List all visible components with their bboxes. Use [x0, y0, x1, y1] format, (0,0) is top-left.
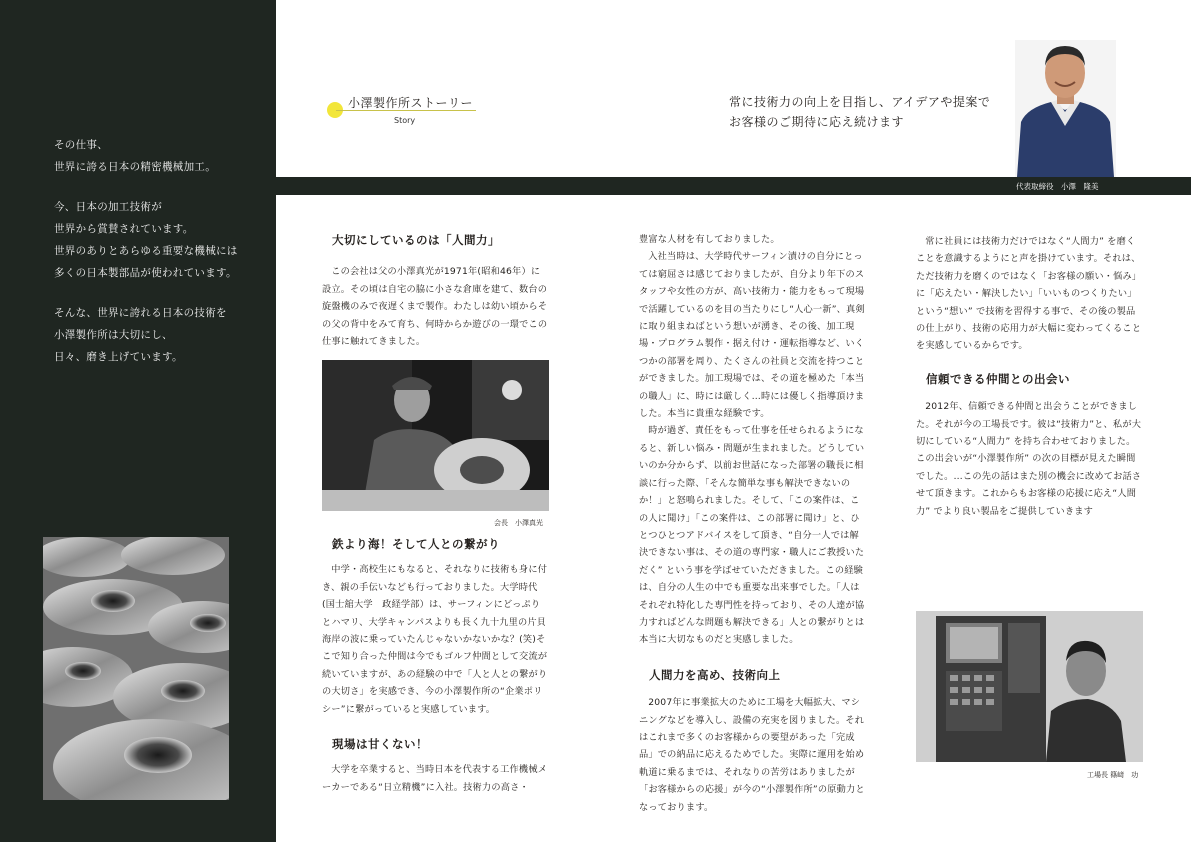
lead-copy: 常に技術力の向上を目指し、アイデアや提案で お客様のご期待に応え続けます	[729, 95, 991, 129]
paragraph: 2012年、信頼できる仲間と出会うことができました。それが今の工場長です。彼は“技術力”と、私が大切にしている“人間力” を持ち合わせておりました。この出会いが“小澤製作所” の次の目標が見えた瞬間でした。…この先の話はまた別の機会に改めてお話させて頂きます。これからもお客様の応援に応え“人間力” でより良い製品をご提供していきます	[916, 401, 1142, 517]
ceo-photo	[1015, 40, 1116, 177]
heading-sea-and-people: 鉄より海！そして人との繋がり	[332, 537, 500, 551]
factory-manager-photo	[916, 611, 1143, 762]
story-subtitle: Story	[394, 116, 416, 125]
paragraph: 豊富な人材を有しておりました。	[639, 234, 780, 245]
factory-manager-caption: 工場長 篠﨑 功	[1087, 771, 1139, 779]
chairman-photo	[322, 360, 549, 511]
intro-paragraph-1: その仕事、 世界に誇る日本の精密機械加工。	[54, 139, 216, 173]
paragraph: 2007年に事業拡大のために工場を大幅拡大、マシニングなどを導入し、設備の充実を図りました。それはこれまで多くのお客様からの要望があった「完成品」での納品に応えるためでした。実際に運用を始め軌道に乗るまでは、それなりの苦労はありましたが「お客様からの応援」が今の“小澤製作所”の原動力となっております。	[639, 697, 865, 813]
heading-trusted-partner: 信頼できる仲間との出会い	[926, 371, 1070, 386]
paragraph: 時が過ぎ、責任をもって仕事を任せられるようになると、新しい悩み・問題が生まれました。どうしていいのか分からず、以前お世話になった部署の職長に相談に行った際、「そんな簡単な事も解決できないのか！」と怒鳴られました。そして、「この案件は、この人に聞け」「この案件は、この部署に聞け」と、ひとつひとつアドバイスをして頂き、“自分一人では解決できない事は、その道の専門家・職人にご教授いただく” という事を学ばせていただきました。この経験は、自分の人生の中でも重要な出来事でした。「人はそれぞれ特化した専門性を持っており、その人達が協力すればどんな問題も解決できる」人との繋がりとは本当に大切なものだと実感しました。	[639, 425, 865, 646]
article-column-2	[639, 231, 865, 816]
intro-paragraph-2: 今、日本の加工技術が 世界から賞賛されています。 世界のありとあらゆる重要な機械には 多くの日本製部品が使われています。	[54, 201, 238, 279]
paragraph: 中学・高校生にもなると、それなりに技術も身に付き、親の手伝いなども行っておりました。大学時代(国士舘大学 政経学部）は、サーフィンにどっぷりとハマリ、大学キャンパスよりも長く九十九里の片貝海岸の波に乗っていたんじゃないかないかな？(笑)そこで知り合った仲間は今でもゴルフ仲間として交流が続いていますが、あの経験の中で「人と人との繋がりの大切さ」を実感でき、今の小澤製作所の“企業ポリシー”に繋がっていると実感しています。	[322, 564, 548, 715]
article-column-3	[916, 233, 1142, 520]
paragraph: 入社当時は、大学時代サーフィン漬けの自分にとっては窮屈さは感じておりましたが、自分より年下のスタッフや女性の方が、高い技術力・能力をもって現場で活躍しているのを目の当たりにし“人心一新”、真剣に取り組まねばという想いが湧き、その後、加工現場・プログラム製作・据え付け・運転指導など、いくつかの部署を周り、たくさんの社員と交流を持つことができました。加工現場では、その道を極めた「本当の職人」に、時には厳しく…時には優しく指導頂けました。本当に貴重な経験です。	[639, 251, 865, 420]
ceo-caption: 代表取締役 小澤 隆美	[1016, 182, 1099, 191]
heading-tech-improvement: 人間力を高め、技術向上	[649, 667, 781, 682]
paragraph: 大学を卒業すると、当時日本を代表する工作機械メーカーである“日立精機”に入社。技術力の高さ・	[322, 764, 548, 793]
title-underline	[336, 110, 476, 111]
intro-paragraph-3: そんな、世界に誇れる日本の技術を 小澤製作所は大切にし、 日々、磨き上げています。	[54, 307, 227, 363]
paragraph: 常に社員には技術力だけではなく“人間力” を磨くことを意識するようにと声を掛けています。それは、ただ技術力を磨くのではなく「お客様の願い・悩み」に「応えたい・解決したい」「いいものつくりたい」という“想い” で技術を習得する事で、その後の製品の仕上がり、技術の応用力が大幅に変わってくることを実感しているからです。	[916, 236, 1142, 352]
heading-ningenryoku: 大切にしているのは「人間力」	[332, 233, 500, 247]
machined-parts-photo	[43, 537, 229, 800]
intro-text	[54, 134, 264, 386]
article-column-1b	[322, 536, 548, 796]
chairman-caption: 会長 小澤真光	[494, 519, 543, 527]
article-column-1	[322, 232, 548, 350]
story-title: 小澤製作所ストーリー	[348, 96, 474, 110]
heading-genba: 現場は甘くない！	[332, 737, 428, 752]
paragraph: この会社は父の小澤真光が1971年(昭和46年）に設立。その頃は自宅の脇に小さな倉庫を建て、数台の旋盤機のみで夜遅くまで製作。わたしは幼い頃からその父の背中をみて育ち、何時からか遊びの一環でこの仕事に触れてきました。	[322, 266, 548, 348]
